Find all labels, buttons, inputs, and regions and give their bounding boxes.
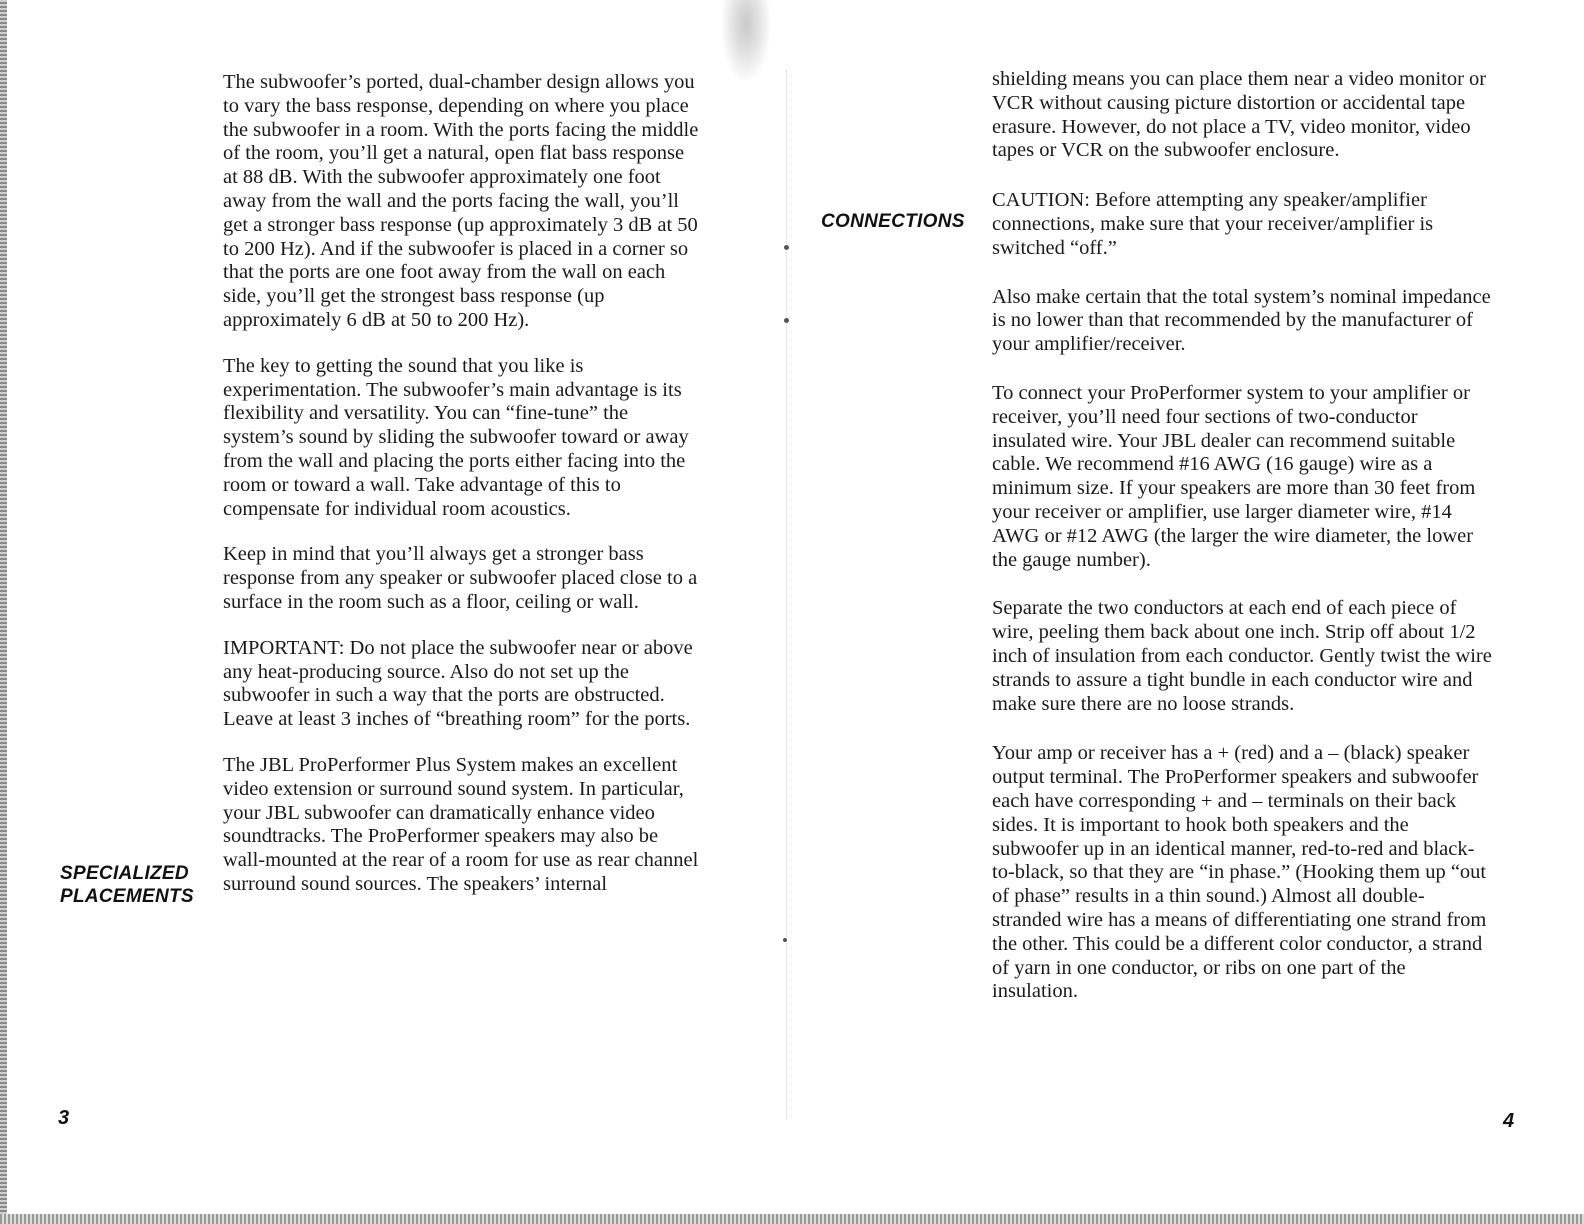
page-number-left: 3: [58, 1107, 70, 1129]
paragraph-bass-response: The subwoofer’s ported, dual-chamber design allows you to vary the bass response, depending on where you place the subwoofer in a room. With the ports facing the middle of the room, you’ll get a natural, open flat bass response at 88 dB. With the subwoofer approximately one foot away from the wall and the ports facing the wall, you’ll get a stronger bass response (up approximately 3 dB at 50 to 200 Hz). And if the subwoofer is placed in a corner so that the ports are one foot away from the wall on each side, you’ll get the strongest bass response (up approximately 6 dB at 50 to 200 Hz).: [223, 71, 699, 331]
paragraph-important: IMPORTANT: Do not place the subwoofer near or above any heat-producing source. Also do not set up the subwoofer in such a way that the ports are obstructed. Leave at least 3 inches of “breathing room” for the ports.: [223, 636, 693, 731]
section-heading-specialized-placements: SPECIALIZED PLACEMENTS: [60, 863, 194, 907]
paragraph-phase: Your amp or receiver has a + (red) and a – (black) speaker output terminal. The ProPerformer speakers and subwoofer each have corresponding + and – terminals on their back sides. It is important to hook both speakers and the subwoofer up in an identical manner, red-to-red and black-to-black, so that they are “in phase.” (Hooking them up “out of phase” results in a thin sound.) Almost all double-stranded wire has a means of differentiating one strand from the other. This could be a different color conductor, a strand of yarn in one conductor, or ribs on one part of the insulation.: [992, 742, 1487, 1003]
paragraph-specialized-placements: The JBL ProPerformer Plus System makes an excellent video extension or surround sound system. In particular, your JBL subwoofer can dramatically enhance video soundtracks. The ProPerformer speakers may also be wall-mounted at the rear of a room for use as rear channel surround sound sources. The speakers’ internal: [223, 753, 699, 895]
paragraph-wire: To connect your ProPerformer system to your amplifier or receiver, you’ll need four sections of two-conductor insulated wire. Your JBL dealer can recommend suitable cable. We recommend #16 AWG (16 gauge) wire as a minimum size. If your speakers are more than 30 feet from your receiver or amplifier, use larger diameter wire, #14 AWG or #12 AWG (the larger the wire diameter, the lower the gauge number).: [992, 381, 1476, 571]
paragraph-impedance: Also make certain that the total system’s nominal impedance is no lower than that recommended by the manufacturer of your amplifier/receiver.: [992, 285, 1491, 356]
binding-hole-mark: [784, 245, 789, 250]
scan-left-edge: [0, 0, 7, 1224]
paragraph-caution: CAUTION: Before attempting any speaker/amplifier connections, make sure that your receiver/amplifier is switched “off.”: [992, 189, 1434, 259]
gutter-line: [786, 70, 787, 1120]
binding-hole-mark: [784, 318, 789, 323]
right-page-body: [992, 68, 1492, 1028]
scan-bottom-edge: [0, 1214, 1584, 1224]
gutter-smudge: [722, 0, 770, 80]
page-number-right: 4: [1503, 1110, 1515, 1132]
paragraph-strip-conductors: Separate the two conductors at each end of each piece of wire, peeling them back about one inch. Strip off about 1/2 inch of insulation from each conductor. Gently twist the wire strands to assure a tight bundle in each conductor wire and make sure there are no loose strands.: [992, 597, 1492, 715]
binding-hole-mark: [783, 938, 787, 942]
paragraph-experimentation: The key to getting the sound that you like is experimentation. The subwoofer’s main advantage is its flexibility and versatility. You can “fine-tune” the system’s sound by sliding the subwoofer toward or away from the wall and placing the ports either facing into the room or toward a wall. Take advantage of this to compensate for individual room acoustics.: [223, 354, 689, 520]
left-page-body: [223, 71, 703, 921]
section-heading-connections: CONNECTIONS: [821, 211, 965, 232]
paragraph-surface-placement: Keep in mind that you’ll always get a stronger bass response from any speaker or subwoofer placed close to a surface in the room such as a floor, ceiling or wall.: [223, 543, 698, 613]
paragraph-shielding: shielding means you can place them near a video monitor or VCR without causing picture distortion or accidental tape erasure. However, do not place a TV, video monitor, video tapes or VCR on the subwoofer enclosure.: [992, 68, 1487, 162]
